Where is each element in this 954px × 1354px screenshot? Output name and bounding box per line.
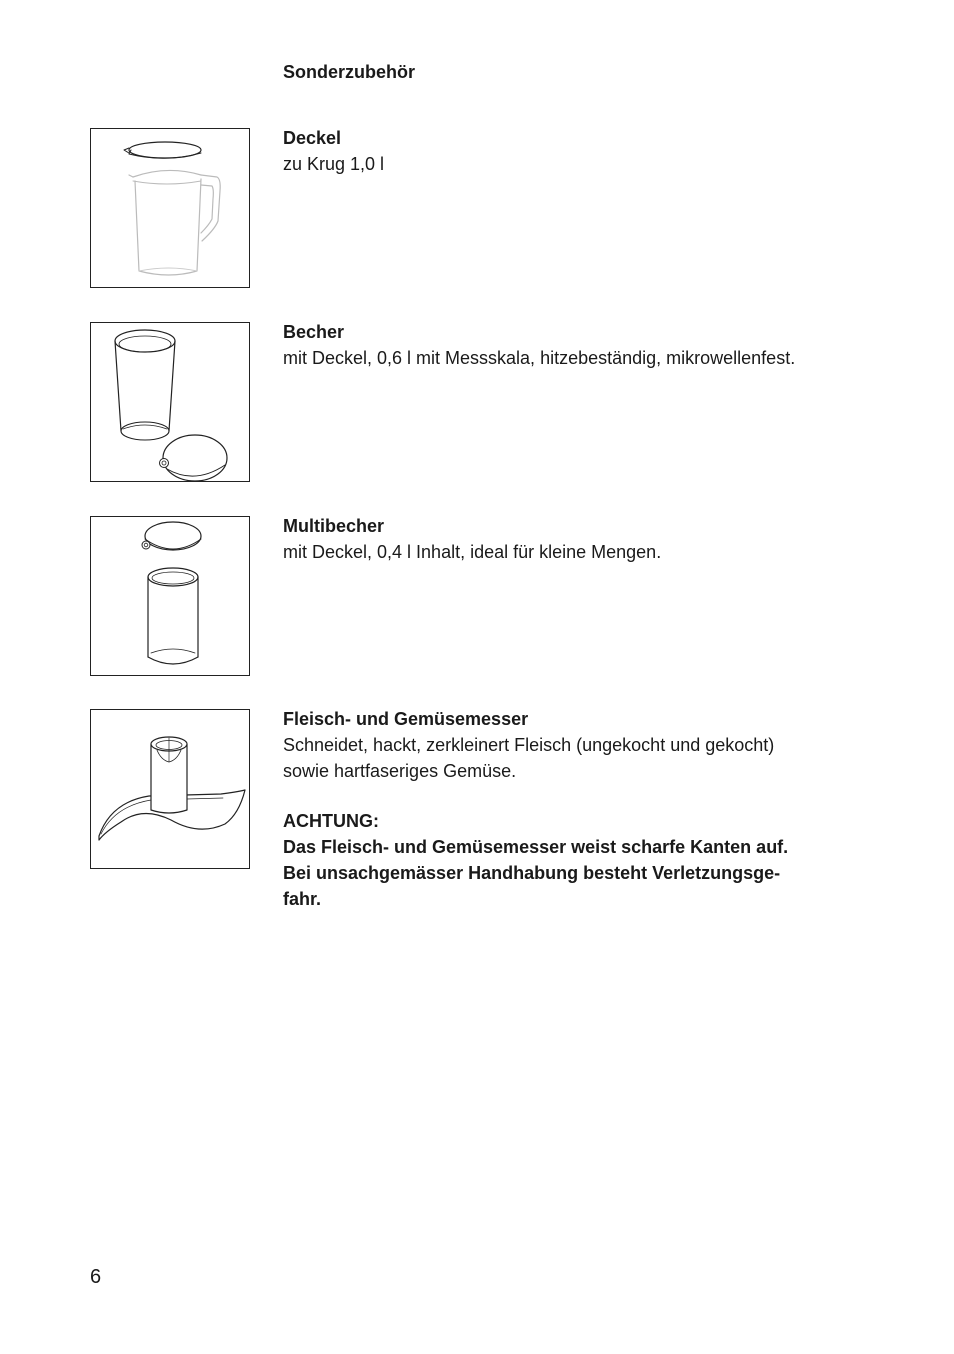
- item-description: mit Deckel, 0,4 l Inhalt, ideal für kleine Mengen.: [283, 542, 662, 562]
- item-title: Deckel: [283, 128, 342, 148]
- multi-beaker-icon: [91, 517, 249, 675]
- item-title: Multibecher: [283, 516, 385, 536]
- item-description: zu Krug 1,0 l: [283, 154, 385, 174]
- illustration-frame: [90, 516, 250, 676]
- item-text: [283, 706, 858, 912]
- beaker-with-lid-icon: [91, 323, 249, 481]
- item-description-line: sowie hartfaseriges Gemüse.: [283, 761, 517, 781]
- item-text: [283, 125, 858, 177]
- item-description-line: Schneidet, hackt, zerkleinert Fleisch (ungekocht und gekocht): [283, 735, 775, 755]
- illustration-frame: [90, 128, 250, 288]
- jug-with-lid-icon: [91, 129, 249, 287]
- section-title: Sonderzubehör: [283, 62, 416, 82]
- warning-line: fahr.: [283, 889, 322, 909]
- item-text: [283, 513, 858, 565]
- blade-icon: [91, 710, 249, 868]
- warning-line: Bei unsachgemässer Handhabung besteht Verletzungsge-: [283, 863, 781, 883]
- item-title: Fleisch- und Gemüsemesser: [283, 709, 529, 729]
- illustration-frame: [90, 322, 250, 482]
- item-text: [283, 319, 858, 371]
- warning-title: ACHTUNG:: [283, 811, 379, 831]
- item-description: mit Deckel, 0,6 l mit Messskala, hitzebeständig, mikrowellenfest.: [283, 348, 796, 368]
- warning-line: Das Fleisch- und Gemüsemesser weist scharfe Kanten auf.: [283, 837, 789, 857]
- item-title: Becher: [283, 322, 345, 342]
- illustration-frame: [90, 709, 250, 869]
- page-number: 6: [90, 1266, 102, 1288]
